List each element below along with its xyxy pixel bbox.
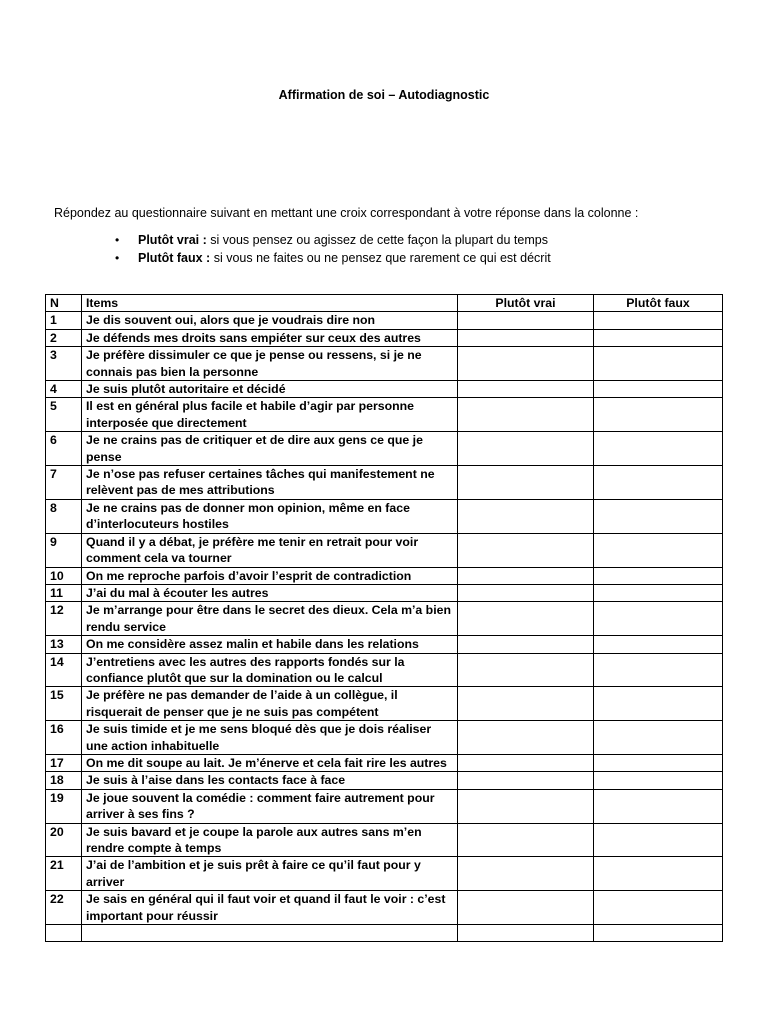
header-items: Items	[82, 295, 458, 312]
header-plutot-faux: Plutôt faux	[594, 295, 723, 312]
table-row	[46, 584, 723, 601]
row-number: 10	[46, 567, 82, 584]
table-row	[46, 533, 723, 567]
answer-cell-plutot-vrai[interactable]	[458, 398, 594, 432]
answer-cell-plutot-vrai[interactable]	[458, 432, 594, 466]
row-item-text: Je dis souvent oui, alors que je voudrais dire non	[82, 312, 458, 329]
row-number: 13	[46, 636, 82, 653]
row-number: 9	[46, 533, 82, 567]
row-item-text: Il est en général plus facile et habile d’agir par personne interposée que directement	[82, 398, 458, 432]
table-row	[46, 653, 723, 687]
row-item-text	[82, 925, 458, 942]
answer-cell-plutot-vrai[interactable]	[458, 754, 594, 771]
questionnaire-table	[45, 294, 723, 942]
row-item-text: Je suis à l’aise dans les contacts face à face	[82, 772, 458, 789]
answer-cell-plutot-faux[interactable]	[594, 329, 723, 346]
legend-item-vrai	[112, 231, 551, 249]
answer-cell-plutot-vrai[interactable]	[458, 312, 594, 329]
table-row	[46, 721, 723, 755]
table-row	[46, 347, 723, 381]
bullet-icon: •	[115, 233, 120, 247]
table-row	[46, 567, 723, 584]
row-number: 2	[46, 329, 82, 346]
answer-cell-plutot-faux[interactable]	[594, 925, 723, 942]
row-item-text: J’ai de l’ambition et je suis prêt à faire ce qu’il faut pour y arriver	[82, 857, 458, 891]
table-row	[46, 312, 723, 329]
answer-cell-plutot-faux[interactable]	[594, 584, 723, 601]
row-number: 4	[46, 381, 82, 398]
answer-cell-plutot-vrai[interactable]	[458, 721, 594, 755]
table-row	[46, 772, 723, 789]
row-number: 8	[46, 499, 82, 533]
row-item-text: J’entretiens avec les autres des rapports fondés sur la confiance plutôt que sur la domination ou le calcul	[82, 653, 458, 687]
answer-cell-plutot-faux[interactable]	[594, 602, 723, 636]
row-item-text: Je sais en général qui il faut voir et quand il faut le voir : c’est important pour réussir	[82, 891, 458, 925]
row-item-text: Quand il y a débat, je préfère me tenir en retrait pour voir comment cela va tourner	[82, 533, 458, 567]
table-row	[46, 789, 723, 823]
table-body	[46, 312, 723, 942]
row-item-text: Je préfère dissimuler ce que je pense ou ressens, si je ne connais pas bien la personne	[82, 347, 458, 381]
answer-cell-plutot-vrai[interactable]	[458, 329, 594, 346]
row-number: 5	[46, 398, 82, 432]
row-item-text: On me reproche parfois d’avoir l’esprit de contradiction	[82, 567, 458, 584]
row-number: 21	[46, 857, 82, 891]
table-row	[46, 499, 723, 533]
answer-cell-plutot-faux[interactable]	[594, 891, 723, 925]
answer-cell-plutot-faux[interactable]	[594, 567, 723, 584]
row-number: 19	[46, 789, 82, 823]
legend-term: Plutôt faux :	[138, 251, 211, 265]
row-number: 17	[46, 754, 82, 771]
row-item-text: On me dit soupe au lait. Je m’énerve et cela fait rire les autres	[82, 754, 458, 771]
row-number: 12	[46, 602, 82, 636]
answer-cell-plutot-faux[interactable]	[594, 687, 723, 721]
row-number	[46, 925, 82, 942]
row-number: 14	[46, 653, 82, 687]
answer-cell-plutot-faux[interactable]	[594, 721, 723, 755]
answer-cell-plutot-vrai[interactable]	[458, 789, 594, 823]
row-number: 3	[46, 347, 82, 381]
row-number: 16	[46, 721, 82, 755]
legend-description: si vous ne faites ou ne pensez que rarement ce qui est décrit	[210, 251, 551, 265]
answer-cell-plutot-vrai[interactable]	[458, 891, 594, 925]
row-item-text: Je suis timide et je me sens bloqué dès que je dois réaliser une action inhabituelle	[82, 721, 458, 755]
answer-cell-plutot-faux[interactable]	[594, 466, 723, 500]
answer-cell-plutot-vrai[interactable]	[458, 653, 594, 687]
legend-item-faux	[112, 249, 551, 267]
answer-cell-plutot-faux[interactable]	[594, 499, 723, 533]
row-item-text: Je joue souvent la comédie : comment faire autrement pour arriver à ses fins ?	[82, 789, 458, 823]
row-number: 20	[46, 823, 82, 857]
row-item-text: Je suis plutôt autoritaire et décidé	[82, 381, 458, 398]
table-row	[46, 602, 723, 636]
row-item-text: Je ne crains pas de donner mon opinion, même en face d’interlocuteurs hostiles	[82, 499, 458, 533]
header-number: N	[46, 295, 82, 312]
table-row	[46, 823, 723, 857]
answer-cell-plutot-vrai[interactable]	[458, 857, 594, 891]
row-item-text: J’ai du mal à écouter les autres	[82, 584, 458, 601]
header-plutot-vrai: Plutôt vrai	[458, 295, 594, 312]
row-number: 15	[46, 687, 82, 721]
table-header-row	[46, 295, 723, 312]
table-row	[46, 432, 723, 466]
row-number: 7	[46, 466, 82, 500]
answer-cell-plutot-faux[interactable]	[594, 789, 723, 823]
answer-cell-plutot-vrai[interactable]	[458, 347, 594, 381]
answer-cell-plutot-faux[interactable]	[594, 398, 723, 432]
answer-cell-plutot-faux[interactable]	[594, 381, 723, 398]
page-title: Affirmation de soi – Autodiagnostic	[278, 88, 490, 102]
table-row	[46, 466, 723, 500]
legend-list	[112, 231, 551, 267]
table-row	[46, 329, 723, 346]
bullet-icon: •	[115, 251, 120, 265]
answer-cell-plutot-vrai[interactable]	[458, 602, 594, 636]
row-number: 6	[46, 432, 82, 466]
answer-cell-plutot-vrai[interactable]	[458, 499, 594, 533]
table-row	[46, 857, 723, 891]
answer-cell-plutot-vrai[interactable]	[458, 533, 594, 567]
answer-cell-plutot-vrai[interactable]	[458, 636, 594, 653]
answer-cell-plutot-vrai[interactable]	[458, 772, 594, 789]
answer-cell-plutot-faux[interactable]	[594, 347, 723, 381]
answer-cell-plutot-vrai[interactable]	[458, 823, 594, 857]
row-item-text: Je m’arrange pour être dans le secret des dieux. Cela m’a bien rendu service	[82, 602, 458, 636]
row-number: 22	[46, 891, 82, 925]
answer-cell-plutot-faux[interactable]	[594, 636, 723, 653]
table-row	[46, 398, 723, 432]
answer-cell-plutot-faux[interactable]	[594, 857, 723, 891]
table-row	[46, 381, 723, 398]
row-item-text: Je ne crains pas de critiquer et de dire aux gens ce que je pense	[82, 432, 458, 466]
answer-cell-plutot-vrai[interactable]	[458, 381, 594, 398]
answer-cell-plutot-faux[interactable]	[594, 823, 723, 857]
row-item-text: Je suis bavard et je coupe la parole aux autres sans m’en rendre compte à temps	[82, 823, 458, 857]
answer-cell-plutot-vrai[interactable]	[458, 925, 594, 942]
row-item-text: Je n’ose pas refuser certaines tâches qui manifestement ne relèvent pas de mes attributions	[82, 466, 458, 500]
row-item-text: Je défends mes droits sans empiéter sur ceux des autres	[82, 329, 458, 346]
table-row	[46, 754, 723, 771]
table-row	[46, 891, 723, 925]
answer-cell-plutot-vrai[interactable]	[458, 687, 594, 721]
row-number: 18	[46, 772, 82, 789]
answer-cell-plutot-vrai[interactable]	[458, 567, 594, 584]
table-row-empty	[46, 925, 723, 942]
answer-cell-plutot-faux[interactable]	[594, 432, 723, 466]
row-item-text: Je préfère ne pas demander de l’aide à un collègue, il risquerait de penser que je ne suis pas compétent	[82, 687, 458, 721]
legend-term: Plutôt vrai :	[138, 233, 207, 247]
row-item-text: On me considère assez malin et habile dans les relations	[82, 636, 458, 653]
row-number: 1	[46, 312, 82, 329]
answer-cell-plutot-faux[interactable]	[594, 312, 723, 329]
answer-cell-plutot-vrai[interactable]	[458, 584, 594, 601]
row-number: 11	[46, 584, 82, 601]
legend-description: si vous pensez ou agissez de cette façon la plupart du temps	[206, 233, 548, 247]
answer-cell-plutot-vrai[interactable]	[458, 466, 594, 500]
answer-cell-plutot-faux[interactable]	[594, 533, 723, 567]
answer-cell-plutot-faux[interactable]	[594, 772, 723, 789]
answer-cell-plutot-faux[interactable]	[594, 754, 723, 771]
table-row	[46, 687, 723, 721]
table-row	[46, 636, 723, 653]
answer-cell-plutot-faux[interactable]	[594, 653, 723, 687]
instruction-text: Répondez au questionnaire suivant en mettant une croix correspondant à votre réponse dans la colonne :	[54, 206, 639, 220]
